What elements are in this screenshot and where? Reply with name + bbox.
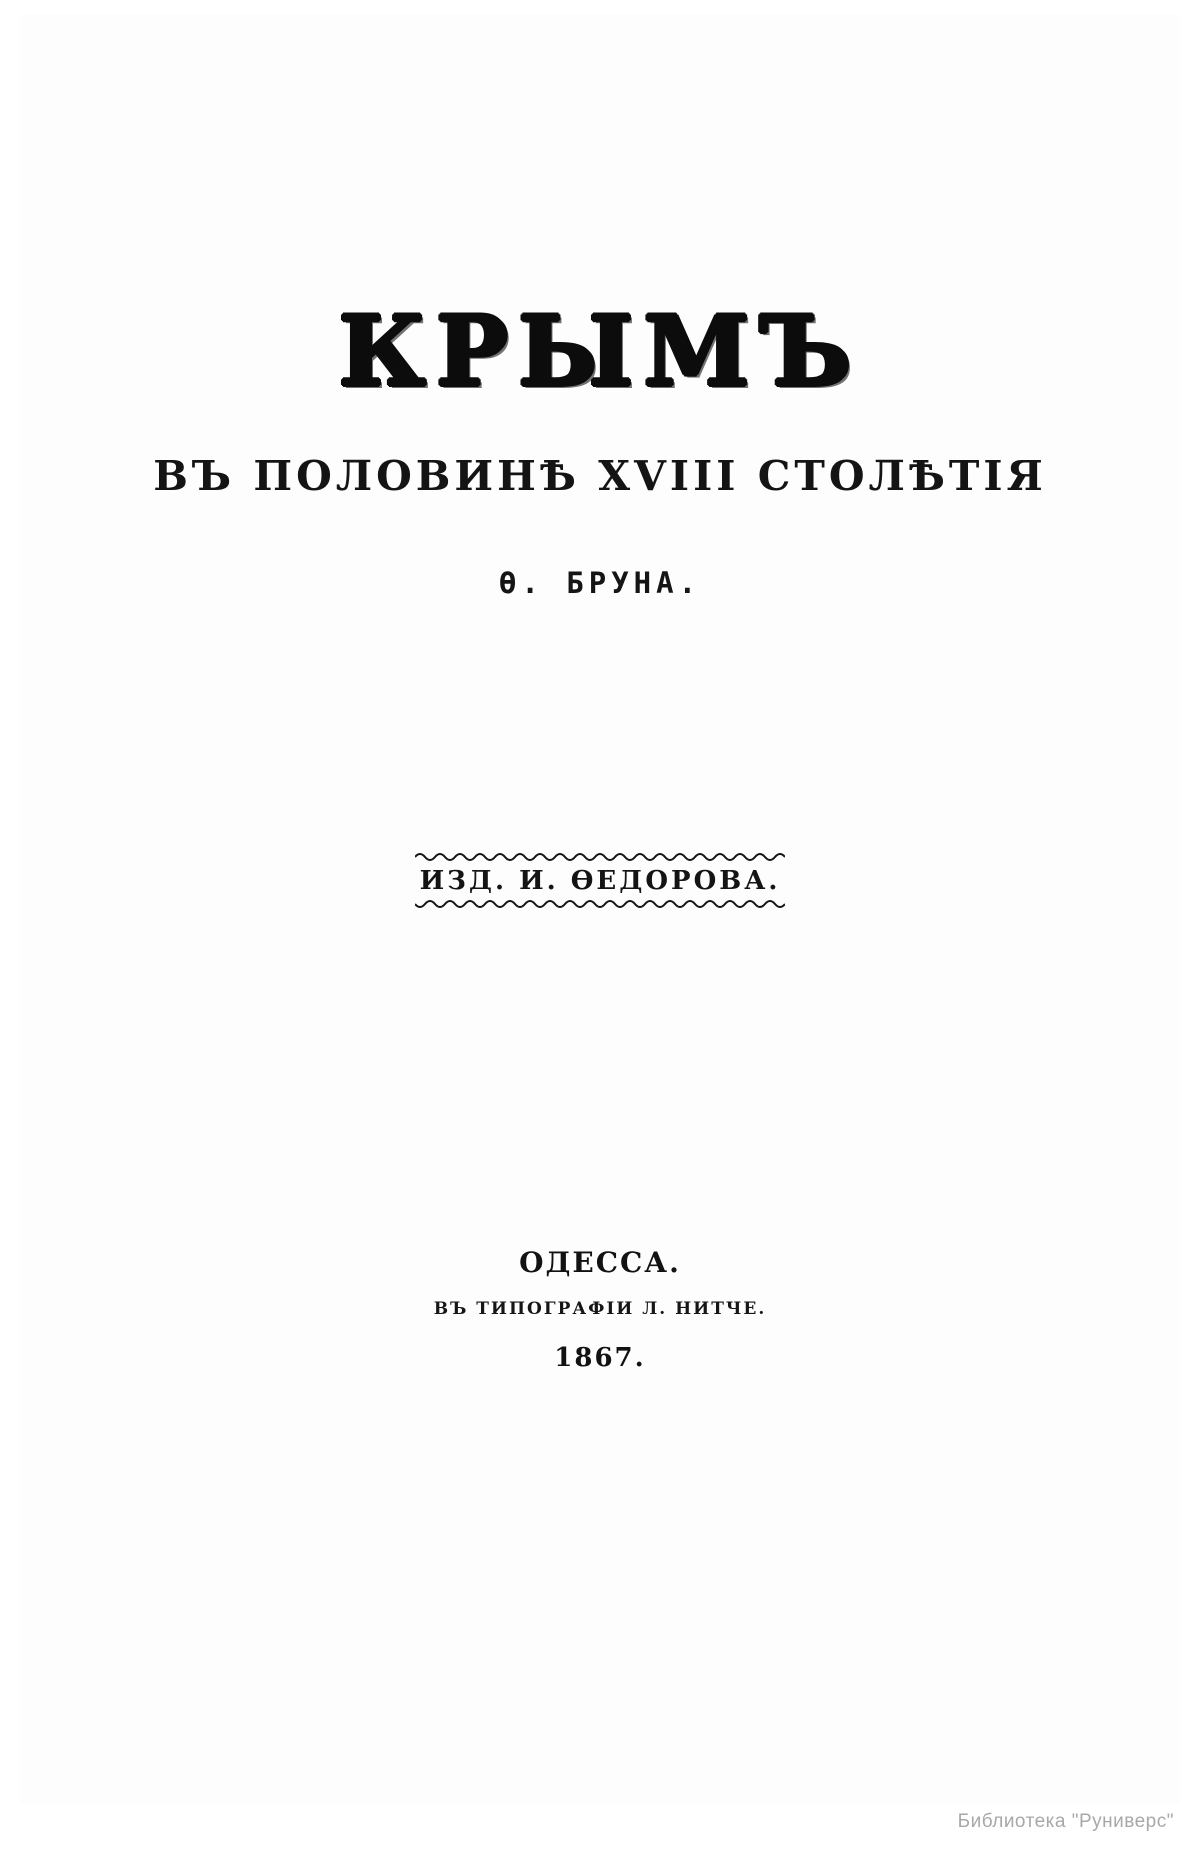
imprint-block (20, 1246, 1180, 1373)
wavy-rule-bottom-icon (415, 899, 785, 911)
printer-name: ВЪ ТИПОГРАФІИ Л. НИТЧЕ. (433, 1299, 767, 1319)
publication-city: ОДЕССА. (519, 1246, 681, 1279)
page-content-area (20, 14, 1180, 1804)
publication-year: 1867. (554, 1343, 646, 1373)
author-name: Ѳ. БРУНА. (498, 566, 702, 600)
page-subtitle: ВЪ ПОЛОВИНѢ XVIII СТОЛѢТІЯ (153, 452, 1047, 500)
title-block (20, 14, 1180, 598)
library-watermark: Библиотека "Руниверс" (957, 1811, 1174, 1832)
publisher-block (20, 850, 1180, 911)
page-title: КРЫМЪ (338, 295, 862, 408)
wavy-rule-top-icon (415, 850, 785, 862)
publisher-name: ИЗД. И. ѲЕДОРОВА. (419, 866, 781, 896)
